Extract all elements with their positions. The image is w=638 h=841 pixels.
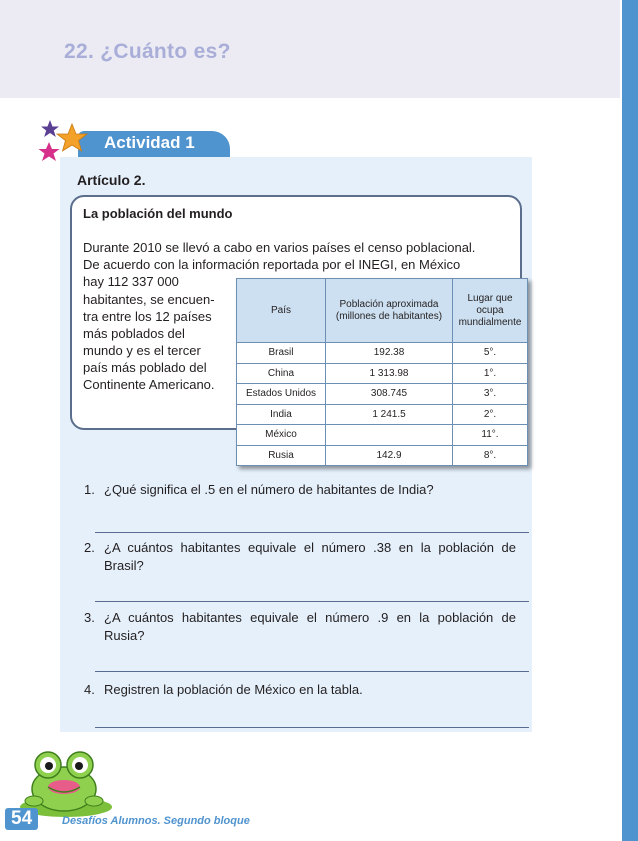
star-purple-icon [41, 120, 59, 137]
reading-line: Continente Americano. [83, 377, 215, 392]
question-number: 3. [84, 610, 95, 625]
cell-population-empty[interactable] [326, 425, 453, 446]
cell-population: 308.745 [326, 384, 453, 405]
cell-country: India [237, 404, 326, 425]
cell-country: China [237, 363, 326, 384]
cell-rank: 3°. [453, 384, 528, 405]
table-row [237, 425, 528, 446]
reading-line: habitantes, se encuen- [83, 292, 215, 307]
answer-line[interactable] [95, 671, 529, 672]
reading-line: Durante 2010 se llevó a cabo en varios países el censo poblacional. [83, 240, 476, 255]
star-orange-icon [57, 124, 87, 151]
question-continuation: Rusia? [104, 628, 145, 643]
question-number: 1. [84, 482, 95, 497]
cell-rank: 8°. [453, 445, 528, 466]
reading-line: mundo y es el tercer [83, 343, 201, 358]
reading-line: De acuerdo con la información reportada por el INEGI, en México [83, 257, 461, 272]
cell-rank: 5°. [453, 343, 528, 364]
stars-icon [36, 118, 90, 166]
footer-text: Desafíos Alumnos. Segundo bloque [62, 815, 250, 827]
cell-population: 192.38 [326, 343, 453, 364]
cell-country: Rusia [237, 445, 326, 466]
cell-population: 1 241.5 [326, 404, 453, 425]
page-title: 22. ¿Cuánto es? [64, 40, 231, 63]
question-text: ¿A cuántos habitantes equivale el número .9 en la población de [104, 610, 516, 625]
question-text: ¿A cuántos habitantes equivale el número .38 en la población de [104, 540, 516, 555]
page-number: 54 [5, 808, 38, 830]
question-2 [84, 539, 516, 575]
question-3 [84, 609, 516, 645]
cell-rank: 1°. [453, 363, 528, 384]
cell-population: 142.9 [326, 445, 453, 466]
reading-line: país más poblado del [83, 360, 207, 375]
activity-label: Actividad 1 [104, 133, 195, 152]
cell-country: Brasil [237, 343, 326, 364]
table-row [237, 445, 528, 466]
star-pink-icon [39, 142, 60, 161]
population-table [236, 278, 528, 466]
question-text: ¿Qué significa el .5 en el número de habitantes de India? [104, 482, 434, 497]
question-1 [84, 481, 516, 499]
question-number: 4. [84, 682, 95, 697]
header-rank: Lugar que ocupa mundialmente [453, 279, 528, 343]
cell-country: México [237, 425, 326, 446]
answer-line[interactable] [95, 727, 529, 728]
reading-line: tra entre los 12 países [83, 309, 212, 324]
cell-rank: 11°. [453, 425, 528, 446]
table-row [237, 343, 528, 364]
header-country: País [237, 279, 326, 343]
cell-rank: 2°. [453, 404, 528, 425]
table-row [237, 363, 528, 384]
question-text: Registren la población de México en la tabla. [104, 682, 363, 697]
reading-title: La población del mundo [83, 206, 233, 221]
cell-population: 1 313.98 [326, 363, 453, 384]
header-population: Población aproximada (millones de habitantes) [326, 279, 453, 343]
table-row [237, 404, 528, 425]
cell-country: Estados Unidos [237, 384, 326, 405]
question-4 [84, 681, 516, 699]
answer-line[interactable] [95, 532, 529, 533]
question-continuation: Brasil? [104, 558, 144, 573]
reading-line: más poblados del [83, 326, 185, 341]
answer-line[interactable] [95, 601, 529, 602]
article-subtitle: Artículo 2. [77, 172, 146, 188]
reading-line: hay 112 337 000 [83, 274, 179, 289]
question-number: 2. [84, 540, 95, 555]
right-edge-band [622, 0, 638, 841]
table-row [237, 384, 528, 405]
